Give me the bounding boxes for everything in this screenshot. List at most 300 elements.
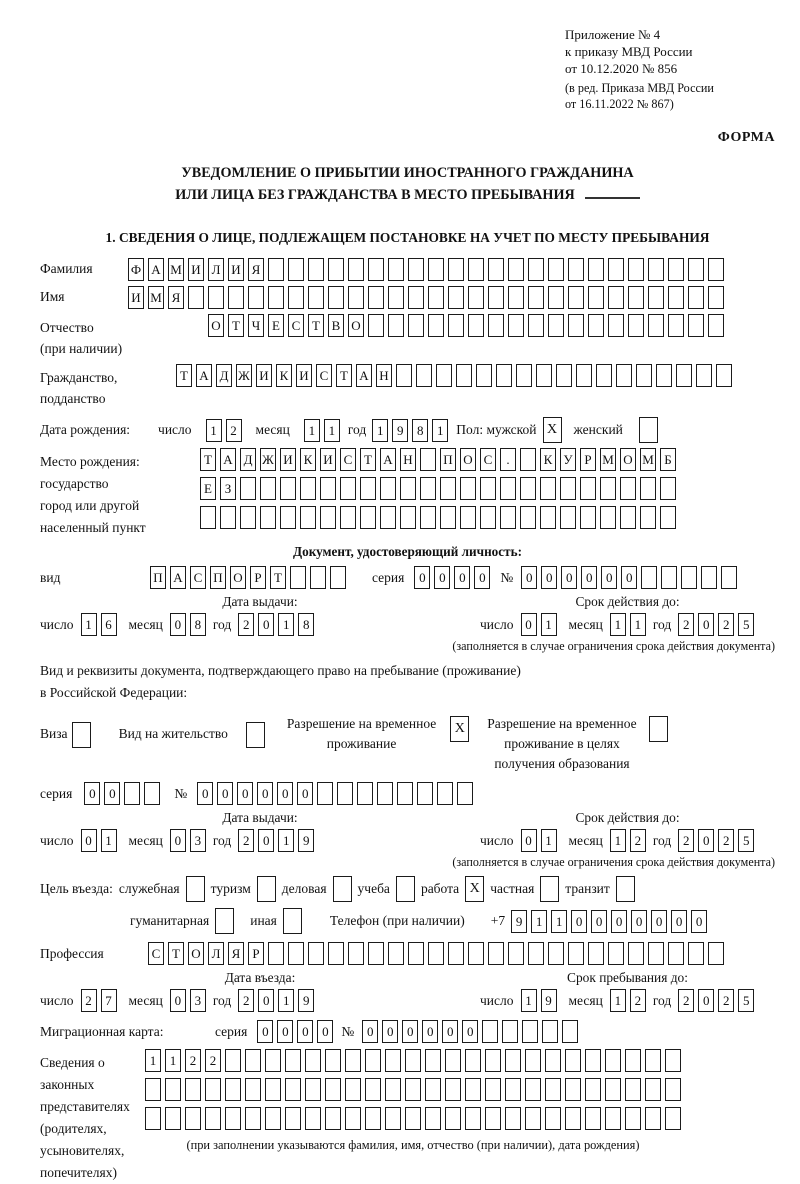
char-cell[interactable] — [516, 364, 532, 387]
char-cell[interactable] — [325, 1049, 341, 1072]
char-cell[interactable] — [320, 506, 336, 529]
char-cell[interactable] — [565, 1107, 581, 1130]
char-cell[interactable]: 1 — [278, 613, 294, 636]
char-cell[interactable] — [608, 286, 624, 309]
char-cell[interactable] — [508, 314, 524, 337]
char-cell[interactable] — [265, 1078, 281, 1101]
char-cell[interactable]: 9 — [298, 989, 314, 1012]
char-cell[interactable] — [397, 782, 413, 805]
char-cell[interactable]: Л — [208, 258, 224, 281]
char-cell[interactable] — [645, 1049, 661, 1072]
char-cell[interactable]: И — [256, 364, 272, 387]
char-cell[interactable] — [308, 286, 324, 309]
char-cell[interactable] — [520, 477, 536, 500]
char-cell[interactable] — [428, 286, 444, 309]
char-cell[interactable]: 1 — [541, 829, 557, 852]
char-cell[interactable] — [548, 942, 564, 965]
char-cell[interactable] — [585, 1107, 601, 1130]
char-cell[interactable] — [688, 258, 704, 281]
char-cell[interactable] — [285, 1107, 301, 1130]
stay-day-cells[interactable] — [521, 989, 557, 1012]
char-cell[interactable] — [408, 942, 424, 965]
char-cell[interactable]: М — [148, 286, 164, 309]
char-cell[interactable] — [385, 1078, 401, 1101]
char-cell[interactable] — [525, 1049, 541, 1072]
char-cell[interactable]: И — [280, 448, 296, 471]
char-cell[interactable] — [480, 477, 496, 500]
char-cell[interactable] — [420, 477, 436, 500]
char-cell[interactable]: 1 — [521, 989, 537, 1012]
char-cell[interactable]: 0 — [257, 782, 273, 805]
char-cell[interactable] — [388, 258, 404, 281]
char-cell[interactable] — [425, 1078, 441, 1101]
char-cell[interactable]: 0 — [462, 1020, 478, 1043]
char-cell[interactable] — [396, 364, 412, 387]
permit-issue-month-cells[interactable] — [170, 829, 206, 852]
char-cell[interactable] — [305, 1078, 321, 1101]
char-cell[interactable] — [708, 942, 724, 965]
char-cell[interactable] — [648, 258, 664, 281]
char-cell[interactable] — [365, 1107, 381, 1130]
char-cell[interactable]: 2 — [238, 829, 254, 852]
char-cell[interactable] — [436, 364, 452, 387]
char-cell[interactable]: 0 — [521, 829, 537, 852]
char-cell[interactable] — [368, 286, 384, 309]
purpose-work-checkbox[interactable] — [465, 876, 484, 902]
char-cell[interactable] — [505, 1107, 521, 1130]
char-cell[interactable] — [448, 258, 464, 281]
char-cell[interactable] — [317, 782, 333, 805]
birthplace-cells-row3[interactable] — [200, 506, 676, 529]
char-cell[interactable]: Ф — [128, 258, 144, 281]
char-cell[interactable] — [228, 286, 244, 309]
char-cell[interactable] — [245, 1049, 261, 1072]
char-cell[interactable] — [608, 258, 624, 281]
char-cell[interactable] — [588, 314, 604, 337]
char-cell[interactable]: 0 — [258, 989, 274, 1012]
char-cell[interactable] — [628, 942, 644, 965]
birth-month-cells[interactable] — [304, 419, 340, 442]
char-cell[interactable] — [248, 286, 264, 309]
char-cell[interactable] — [645, 1078, 661, 1101]
char-cell[interactable] — [185, 1078, 201, 1101]
char-cell[interactable] — [688, 286, 704, 309]
char-cell[interactable]: 2 — [630, 829, 646, 852]
char-cell[interactable] — [268, 942, 284, 965]
permit-valid-year-cells[interactable] — [678, 829, 754, 852]
char-cell[interactable] — [596, 364, 612, 387]
char-cell[interactable]: 1 — [630, 613, 646, 636]
char-cell[interactable] — [220, 506, 236, 529]
char-cell[interactable]: Т — [200, 448, 216, 471]
name-cells[interactable] — [128, 286, 724, 309]
char-cell[interactable] — [528, 286, 544, 309]
char-cell[interactable] — [620, 506, 636, 529]
char-cell[interactable] — [348, 258, 364, 281]
char-cell[interactable] — [548, 314, 564, 337]
char-cell[interactable] — [701, 566, 717, 589]
char-cell[interactable]: С — [480, 448, 496, 471]
char-cell[interactable]: 0 — [258, 829, 274, 852]
char-cell[interactable] — [665, 1107, 681, 1130]
char-cell[interactable] — [668, 286, 684, 309]
char-cell[interactable]: 1 — [101, 829, 117, 852]
char-cell[interactable]: Ж — [260, 448, 276, 471]
char-cell[interactable]: 0 — [414, 566, 430, 589]
char-cell[interactable] — [585, 1049, 601, 1072]
char-cell[interactable] — [625, 1078, 641, 1101]
char-cell[interactable]: Д — [240, 448, 256, 471]
char-cell[interactable] — [144, 782, 160, 805]
char-cell[interactable] — [325, 1107, 341, 1130]
char-cell[interactable]: 2 — [185, 1049, 201, 1072]
char-cell[interactable] — [656, 364, 672, 387]
char-cell[interactable] — [525, 1107, 541, 1130]
char-cell[interactable]: А — [170, 566, 186, 589]
char-cell[interactable] — [588, 286, 604, 309]
char-cell[interactable]: 0 — [571, 910, 587, 933]
char-cell[interactable]: 0 — [698, 829, 714, 852]
char-cell[interactable]: 0 — [317, 1020, 333, 1043]
char-cell[interactable] — [628, 314, 644, 337]
char-cell[interactable] — [124, 782, 140, 805]
char-cell[interactable] — [328, 942, 344, 965]
char-cell[interactable] — [357, 782, 373, 805]
char-cell[interactable] — [448, 942, 464, 965]
char-cell[interactable] — [488, 314, 504, 337]
char-cell[interactable] — [205, 1107, 221, 1130]
char-cell[interactable] — [520, 506, 536, 529]
char-cell[interactable] — [562, 1020, 578, 1043]
char-cell[interactable] — [308, 258, 324, 281]
birthplace-cells-row1[interactable] — [200, 448, 676, 471]
char-cell[interactable]: 1 — [81, 613, 97, 636]
char-cell[interactable] — [716, 364, 732, 387]
purpose-other-checkbox[interactable] — [283, 908, 302, 934]
char-cell[interactable]: X — [450, 716, 469, 742]
char-cell[interactable]: 1 — [206, 419, 222, 442]
char-cell[interactable]: 1 — [165, 1049, 181, 1072]
char-cell[interactable]: И — [296, 364, 312, 387]
char-cell[interactable] — [285, 1078, 301, 1101]
char-cell[interactable] — [465, 1078, 481, 1101]
char-cell[interactable] — [600, 506, 616, 529]
char-cell[interactable] — [165, 1107, 181, 1130]
char-cell[interactable] — [408, 258, 424, 281]
char-cell[interactable] — [588, 258, 604, 281]
char-cell[interactable]: 0 — [84, 782, 100, 805]
char-cell[interactable] — [648, 286, 664, 309]
char-cell[interactable]: М — [168, 258, 184, 281]
char-cell[interactable] — [405, 1049, 421, 1072]
char-cell[interactable] — [260, 506, 276, 529]
char-cell[interactable]: 0 — [474, 566, 490, 589]
char-cell[interactable] — [648, 942, 664, 965]
char-cell[interactable]: 0 — [170, 613, 186, 636]
char-cell[interactable] — [528, 314, 544, 337]
char-cell[interactable]: О — [348, 314, 364, 337]
char-cell[interactable] — [288, 258, 304, 281]
char-cell[interactable] — [600, 477, 616, 500]
char-cell[interactable] — [396, 876, 415, 902]
char-cell[interactable] — [560, 506, 576, 529]
char-cell[interactable] — [456, 364, 472, 387]
char-cell[interactable] — [305, 1107, 321, 1130]
char-cell[interactable] — [568, 314, 584, 337]
char-cell[interactable]: М — [600, 448, 616, 471]
char-cell[interactable] — [568, 258, 584, 281]
char-cell[interactable] — [628, 258, 644, 281]
char-cell[interactable]: 1 — [278, 989, 294, 1012]
char-cell[interactable] — [580, 477, 596, 500]
char-cell[interactable]: А — [148, 258, 164, 281]
char-cell[interactable]: С — [316, 364, 332, 387]
char-cell[interactable] — [365, 1049, 381, 1072]
char-cell[interactable] — [696, 364, 712, 387]
char-cell[interactable] — [428, 258, 444, 281]
char-cell[interactable] — [668, 258, 684, 281]
char-cell[interactable] — [568, 286, 584, 309]
char-cell[interactable] — [468, 314, 484, 337]
char-cell[interactable] — [380, 477, 396, 500]
stay-year-cells[interactable] — [678, 989, 754, 1012]
char-cell[interactable]: С — [148, 942, 164, 965]
char-cell[interactable] — [528, 942, 544, 965]
char-cell[interactable] — [283, 908, 302, 934]
char-cell[interactable]: 0 — [237, 782, 253, 805]
char-cell[interactable] — [400, 477, 416, 500]
char-cell[interactable] — [488, 942, 504, 965]
char-cell[interactable] — [488, 258, 504, 281]
char-cell[interactable]: 9 — [392, 419, 408, 442]
char-cell[interactable] — [522, 1020, 538, 1043]
char-cell[interactable]: Р — [248, 942, 264, 965]
char-cell[interactable] — [280, 477, 296, 500]
char-cell[interactable] — [649, 716, 668, 742]
purpose-business-checkbox[interactable] — [333, 876, 352, 902]
gender-male-checkbox[interactable] — [543, 417, 562, 443]
char-cell[interactable]: 2 — [718, 613, 734, 636]
char-cell[interactable]: 0 — [297, 782, 313, 805]
char-cell[interactable]: Е — [268, 314, 284, 337]
char-cell[interactable]: 1 — [372, 419, 388, 442]
char-cell[interactable]: 0 — [454, 566, 470, 589]
char-cell[interactable]: К — [276, 364, 292, 387]
char-cell[interactable]: С — [340, 448, 356, 471]
char-cell[interactable]: Я — [228, 942, 244, 965]
char-cell[interactable]: И — [128, 286, 144, 309]
char-cell[interactable]: 1 — [551, 910, 567, 933]
char-cell[interactable]: 0 — [104, 782, 120, 805]
char-cell[interactable] — [185, 1107, 201, 1130]
char-cell[interactable] — [540, 876, 559, 902]
char-cell[interactable] — [165, 1078, 181, 1101]
char-cell[interactable] — [245, 1107, 261, 1130]
char-cell[interactable]: X — [465, 876, 484, 902]
surname-cells[interactable] — [128, 258, 724, 281]
char-cell[interactable]: Я — [248, 258, 264, 281]
char-cell[interactable]: М — [640, 448, 656, 471]
char-cell[interactable]: 8 — [190, 613, 206, 636]
char-cell[interactable] — [528, 258, 544, 281]
char-cell[interactable]: С — [190, 566, 206, 589]
char-cell[interactable] — [265, 1107, 281, 1130]
char-cell[interactable] — [640, 477, 656, 500]
char-cell[interactable]: 0 — [277, 782, 293, 805]
char-cell[interactable] — [268, 258, 284, 281]
char-cell[interactable] — [425, 1107, 441, 1130]
char-cell[interactable]: 0 — [671, 910, 687, 933]
char-cell[interactable] — [388, 286, 404, 309]
char-cell[interactable]: 0 — [521, 613, 537, 636]
char-cell[interactable]: 0 — [601, 566, 617, 589]
char-cell[interactable] — [542, 1020, 558, 1043]
doc-valid-day-cells[interactable] — [521, 613, 557, 636]
char-cell[interactable]: 2 — [238, 989, 254, 1012]
char-cell[interactable] — [337, 782, 353, 805]
char-cell[interactable]: И — [188, 258, 204, 281]
char-cell[interactable] — [545, 1078, 561, 1101]
char-cell[interactable]: Д — [216, 364, 232, 387]
char-cell[interactable] — [348, 286, 364, 309]
char-cell[interactable] — [585, 1078, 601, 1101]
char-cell[interactable]: 0 — [217, 782, 233, 805]
char-cell[interactable] — [580, 506, 596, 529]
char-cell[interactable] — [268, 286, 284, 309]
char-cell[interactable]: 2 — [238, 613, 254, 636]
char-cell[interactable] — [340, 477, 356, 500]
char-cell[interactable] — [628, 286, 644, 309]
char-cell[interactable]: А — [356, 364, 372, 387]
char-cell[interactable]: О — [188, 942, 204, 965]
char-cell[interactable]: 3 — [190, 989, 206, 1012]
entry-month-cells[interactable] — [170, 989, 206, 1012]
patronymic-cells[interactable] — [208, 314, 724, 337]
doc-valid-year-cells[interactable] — [678, 613, 754, 636]
char-cell[interactable]: 0 — [362, 1020, 378, 1043]
char-cell[interactable] — [400, 506, 416, 529]
char-cell[interactable] — [425, 1049, 441, 1072]
char-cell[interactable] — [265, 1049, 281, 1072]
char-cell[interactable]: Б — [660, 448, 676, 471]
char-cell[interactable] — [625, 1107, 641, 1130]
char-cell[interactable]: Л — [208, 942, 224, 965]
char-cell[interactable]: 0 — [434, 566, 450, 589]
char-cell[interactable] — [605, 1107, 621, 1130]
char-cell[interactable]: 6 — [101, 613, 117, 636]
char-cell[interactable]: 9 — [298, 829, 314, 852]
char-cell[interactable]: 9 — [511, 910, 527, 933]
char-cell[interactable]: 2 — [226, 419, 242, 442]
char-cell[interactable] — [485, 1107, 501, 1130]
representatives-cells-row2[interactable] — [145, 1078, 681, 1101]
char-cell[interactable]: 0 — [81, 829, 97, 852]
char-cell[interactable] — [257, 876, 276, 902]
char-cell[interactable]: Н — [376, 364, 392, 387]
char-cell[interactable] — [556, 364, 572, 387]
char-cell[interactable]: К — [300, 448, 316, 471]
char-cell[interactable] — [330, 566, 346, 589]
char-cell[interactable] — [708, 286, 724, 309]
char-cell[interactable]: Р — [250, 566, 266, 589]
char-cell[interactable] — [688, 942, 704, 965]
char-cell[interactable] — [641, 566, 657, 589]
char-cell[interactable]: П — [440, 448, 456, 471]
char-cell[interactable] — [145, 1078, 161, 1101]
char-cell[interactable]: Я — [168, 286, 184, 309]
char-cell[interactable] — [645, 1107, 661, 1130]
char-cell[interactable] — [505, 1049, 521, 1072]
char-cell[interactable] — [188, 286, 204, 309]
char-cell[interactable]: Е — [200, 477, 216, 500]
char-cell[interactable] — [288, 942, 304, 965]
char-cell[interactable] — [545, 1107, 561, 1130]
char-cell[interactable]: Н — [400, 448, 416, 471]
char-cell[interactable]: 1 — [278, 829, 294, 852]
char-cell[interactable]: 1 — [304, 419, 320, 442]
char-cell[interactable] — [225, 1107, 241, 1130]
char-cell[interactable] — [500, 506, 516, 529]
char-cell[interactable]: 5 — [738, 829, 754, 852]
char-cell[interactable] — [445, 1107, 461, 1130]
char-cell[interactable] — [200, 506, 216, 529]
char-cell[interactable] — [440, 506, 456, 529]
char-cell[interactable] — [548, 258, 564, 281]
char-cell[interactable]: 0 — [422, 1020, 438, 1043]
purpose-official-checkbox[interactable] — [186, 876, 205, 902]
char-cell[interactable]: 2 — [718, 989, 734, 1012]
entry-year-cells[interactable] — [238, 989, 314, 1012]
char-cell[interactable]: Р — [580, 448, 596, 471]
char-cell[interactable]: 2 — [678, 613, 694, 636]
char-cell[interactable]: 1 — [541, 613, 557, 636]
char-cell[interactable] — [145, 1107, 161, 1130]
char-cell[interactable] — [525, 1078, 541, 1101]
entry-day-cells[interactable] — [81, 989, 117, 1012]
representatives-cells-row3[interactable] — [145, 1107, 681, 1130]
char-cell[interactable]: 2 — [630, 989, 646, 1012]
char-cell[interactable] — [320, 477, 336, 500]
char-cell[interactable]: В — [328, 314, 344, 337]
char-cell[interactable]: 0 — [621, 566, 637, 589]
char-cell[interactable] — [448, 286, 464, 309]
char-cell[interactable] — [536, 364, 552, 387]
char-cell[interactable]: О — [208, 314, 224, 337]
char-cell[interactable]: С — [288, 314, 304, 337]
char-cell[interactable] — [388, 314, 404, 337]
char-cell[interactable] — [676, 364, 692, 387]
char-cell[interactable]: 2 — [678, 989, 694, 1012]
doc-number-cells[interactable] — [521, 566, 737, 589]
char-cell[interactable] — [225, 1049, 241, 1072]
char-cell[interactable]: А — [380, 448, 396, 471]
char-cell[interactable] — [639, 417, 658, 443]
char-cell[interactable]: И — [228, 258, 244, 281]
char-cell[interactable] — [428, 314, 444, 337]
char-cell[interactable] — [465, 1049, 481, 1072]
char-cell[interactable] — [405, 1078, 421, 1101]
temp-permit-checkbox[interactable] — [450, 716, 469, 742]
char-cell[interactable] — [245, 1078, 261, 1101]
temp-edu-checkbox[interactable] — [649, 716, 668, 742]
char-cell[interactable]: И — [320, 448, 336, 471]
char-cell[interactable] — [445, 1049, 461, 1072]
purpose-tourism-checkbox[interactable] — [257, 876, 276, 902]
char-cell[interactable] — [620, 477, 636, 500]
char-cell[interactable]: 1 — [531, 910, 547, 933]
char-cell[interactable]: 2 — [678, 829, 694, 852]
char-cell[interactable] — [468, 258, 484, 281]
